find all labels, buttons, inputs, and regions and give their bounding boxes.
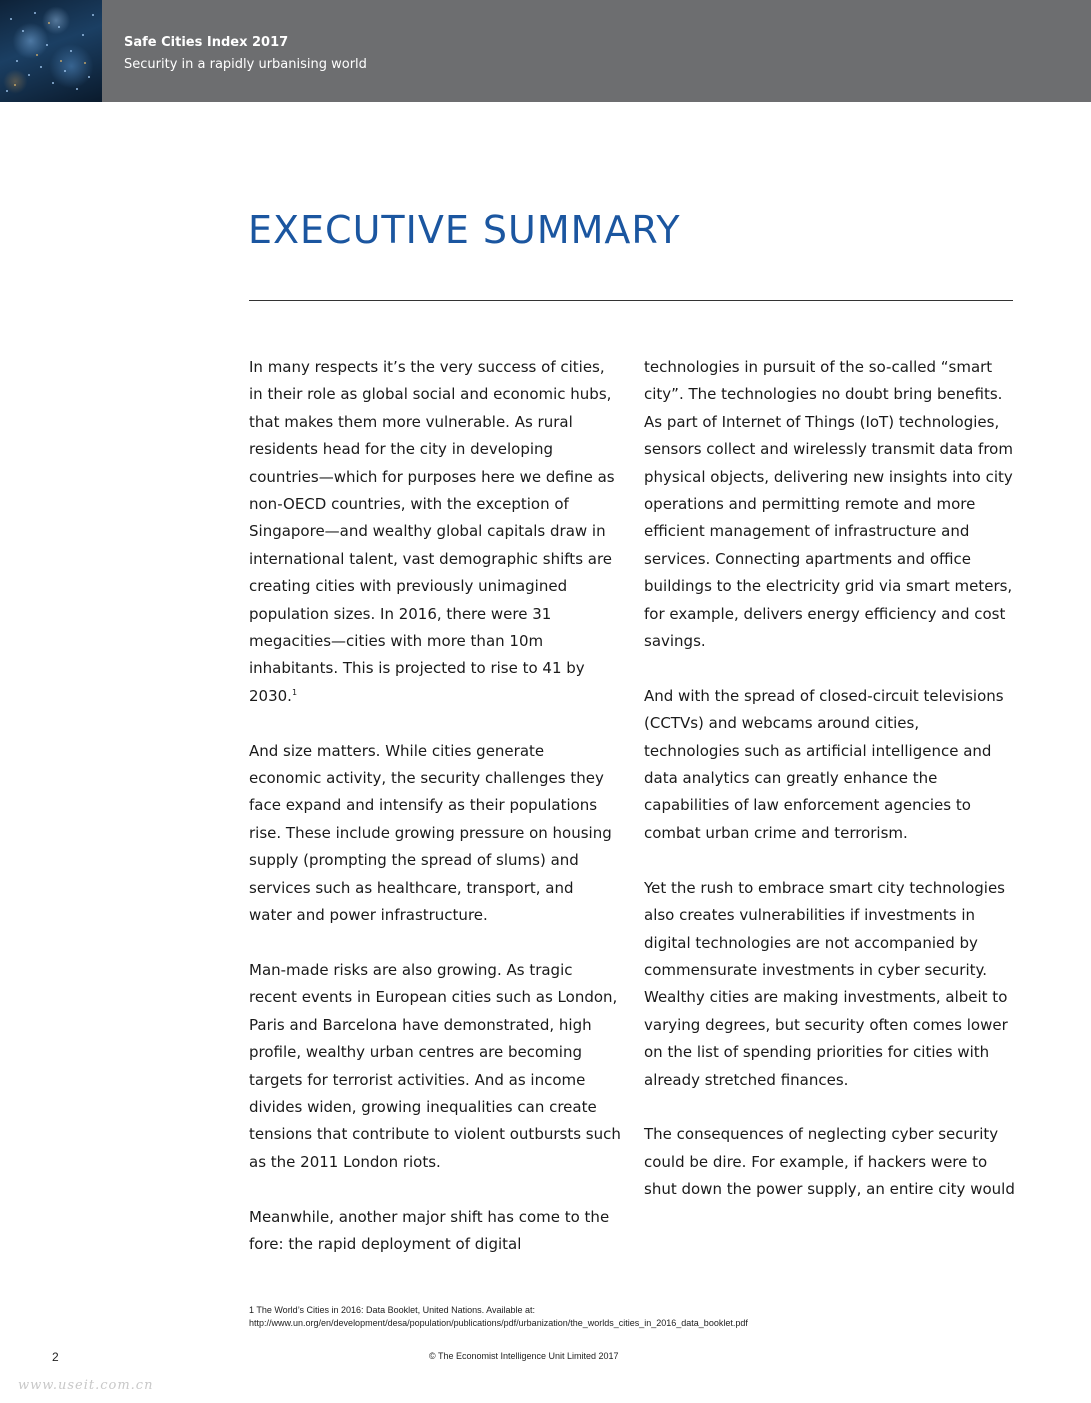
watermark: www.useit.com.cn (18, 1378, 154, 1393)
report-title: Safe Cities Index 2017 (124, 35, 289, 50)
body-column-left (249, 354, 621, 1258)
paragraph (249, 354, 621, 710)
page-number: 2 (52, 1350, 59, 1364)
body-column-right (644, 354, 1016, 1204)
paragraph: technologies in pursuit of the so-called “smart city”. The technologies no doubt bring benefits. As part of Internet of Things (IoT) technologies, sensors collect and wirelessly transmit data from physical objects, delivering new insights into city operations and permitting remote and more efficient management of infrastructure and services. Connecting apartments and office buildings to the electricity grid via smart meters, for example, delivers energy efficiency and cost savings. (644, 358, 1013, 651)
paragraph: Man-made risks are also growing. As tragic recent events in European cities such as London, Paris and Barcelona have demonstrated, high profile, wealthy urban centres are becoming targets for terrorist activities. And as income divides widen, growing inequalities can create tensions that contribute to violent outbursts such as the 2011 London riots. (249, 960, 621, 1171)
copyright-notice: © The Economist Intelligence Unit Limited 2017 (429, 1351, 619, 1361)
title-divider (249, 300, 1013, 301)
paragraph: And size matters. While cities generate economic activity, the security challenges they face expand and intensify as their populations rise. These include growing pressure on housing supply (prompting the spread of slums) and services such as healthcare, transport, and water and power infrastructure. (249, 741, 612, 925)
footnote-reference[interactable]: 1 (291, 687, 298, 697)
header-bar (0, 0, 1091, 102)
paragraph: And with the spread of closed-circuit televisions (CCTVs) and webcams around cities, technologies such as artificial intelligence and data analytics can greatly enhance the capabilities of law enforcement agencies to combat urban crime and terrorism. (644, 686, 1004, 842)
paragraph: Meanwhile, another major shift has come to the fore: the rapid deployment of digital (249, 1207, 610, 1253)
report-subtitle: Security in a rapidly urbanising world (124, 57, 367, 72)
paragraph-text: In many respects it’s the very success of cities, in their role as global social and economic hubs, that makes them more vulnerable. As rural residents head for the city in developing countries—which for purposes here we define as non-OECD countries, with the exception of Singapore—and wealthy global capitals draw in international talent, vast demographic shifts are creating cities with previously unimagined population sizes. In 2016, there were 31 megacities—cities with more than 10m inhabitants. This is projected to rise to 41 by 2030. (249, 358, 615, 705)
city-night-image (0, 0, 102, 102)
city-lights-icon (0, 0, 102, 102)
paragraph: Yet the rush to embrace smart city technologies also creates vulnerabilities if investments in digital technologies are not accompanied by commensurate investments in cyber security. Wealthy cities are making investments, albeit to varying degrees, but security often comes lower on the list of spending priorities for cities with already stretched finances. (644, 878, 1008, 1089)
footnote: 1 The World’s Cities in 2016: Data Booklet, United Nations. Available at: http://www.un.org/en/development/desa/population/publications/pdf/urbanization/the_worlds_cities_in_2016_data_booklet.pdf (249, 1305, 748, 1328)
page-title: EXECUTIVE SUMMARY (248, 208, 681, 252)
paragraph: The consequences of neglecting cyber security could be dire. For example, if hackers were to shut down the power supply, an entire city would (644, 1125, 1015, 1199)
